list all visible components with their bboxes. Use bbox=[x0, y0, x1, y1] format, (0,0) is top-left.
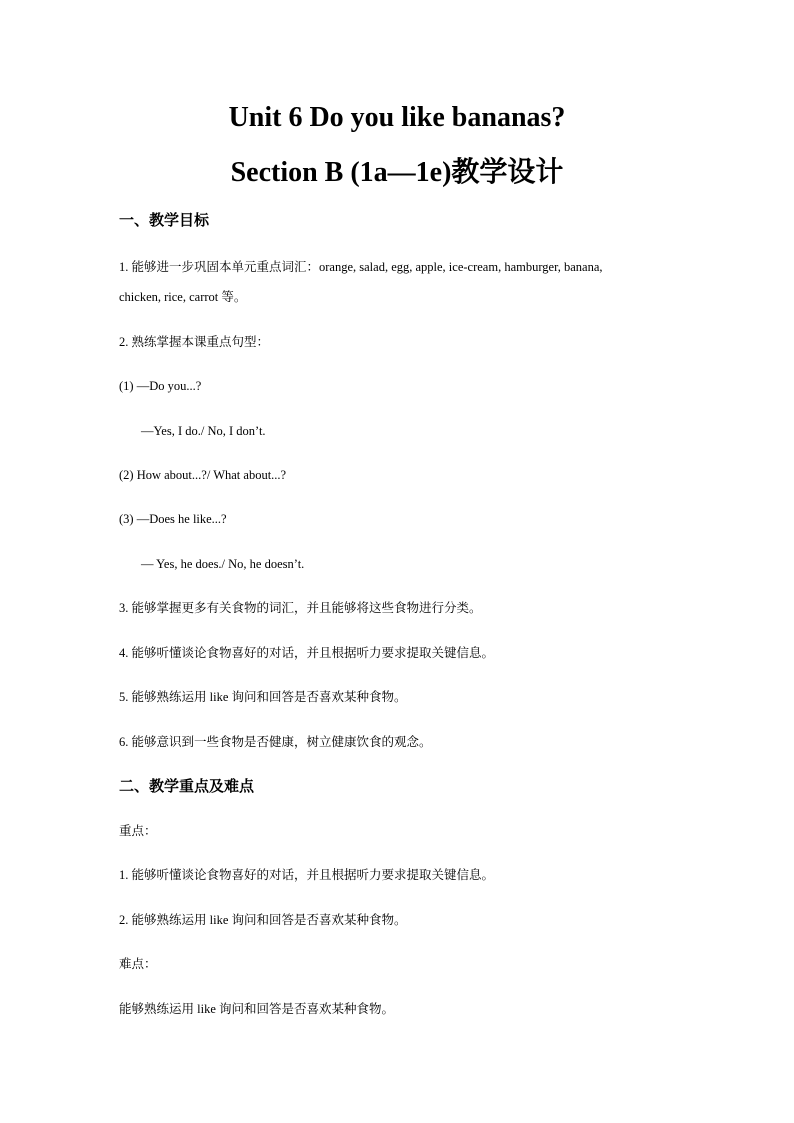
document-title: Unit 6 Do you like bananas? bbox=[228, 102, 566, 133]
goal-6: 6. 能够意识到一些食物是否健康，树立健康饮食的观念。 bbox=[119, 735, 432, 749]
goal-4: 4. 能够听懂谈论食物喜好的对话，并且根据听力要求提取关键信息。 bbox=[119, 646, 495, 660]
key-point-1: 1. 能够听懂谈论食物喜好的对话，并且根据听力要求提取关键信息。 bbox=[119, 868, 495, 882]
pattern-1-answer: —Yes, I do./ No, I don’t. bbox=[141, 424, 266, 438]
key-points-label: 重点： bbox=[119, 824, 157, 838]
key-point-2: 2. 能够熟练运用 like 询问和回答是否喜欢某种食物。 bbox=[119, 913, 407, 927]
difficult-point-1: 能够熟练运用 like 询问和回答是否喜欢某种食物。 bbox=[119, 1002, 394, 1016]
difficult-points-label: 难点： bbox=[119, 957, 157, 971]
section-heading-goals: 一、教学目标 bbox=[119, 213, 210, 229]
pattern-1-question: (1) —Do you...? bbox=[119, 379, 202, 393]
goal-3: 3. 能够掌握更多有关食物的词汇，并且能够将这些食物进行分类。 bbox=[119, 601, 482, 615]
document-subtitle: Section B (1a—1e)教学设计 bbox=[230, 157, 564, 188]
goal-2: 2. 熟练掌握本课重点句型： bbox=[119, 335, 270, 349]
pattern-3-answer: — Yes, he does./ No, he doesn’t. bbox=[141, 557, 305, 571]
goal-1-line-2: chicken, rice, carrot 等。 bbox=[119, 290, 247, 304]
goal-1-line-1: 1. 能够进一步巩固本单元重点词汇：orange, salad, egg, apple, ice-cream, hamburger, banana, bbox=[119, 260, 603, 274]
pattern-2: (2) How about...?/ What about...? bbox=[119, 468, 287, 482]
goal-5: 5. 能够熟练运用 like 询问和回答是否喜欢某种食物。 bbox=[119, 690, 407, 704]
pattern-3-question: (3) —Does he like...? bbox=[119, 512, 227, 526]
section-heading-key-points: 二、教学重点及难点 bbox=[119, 779, 255, 795]
